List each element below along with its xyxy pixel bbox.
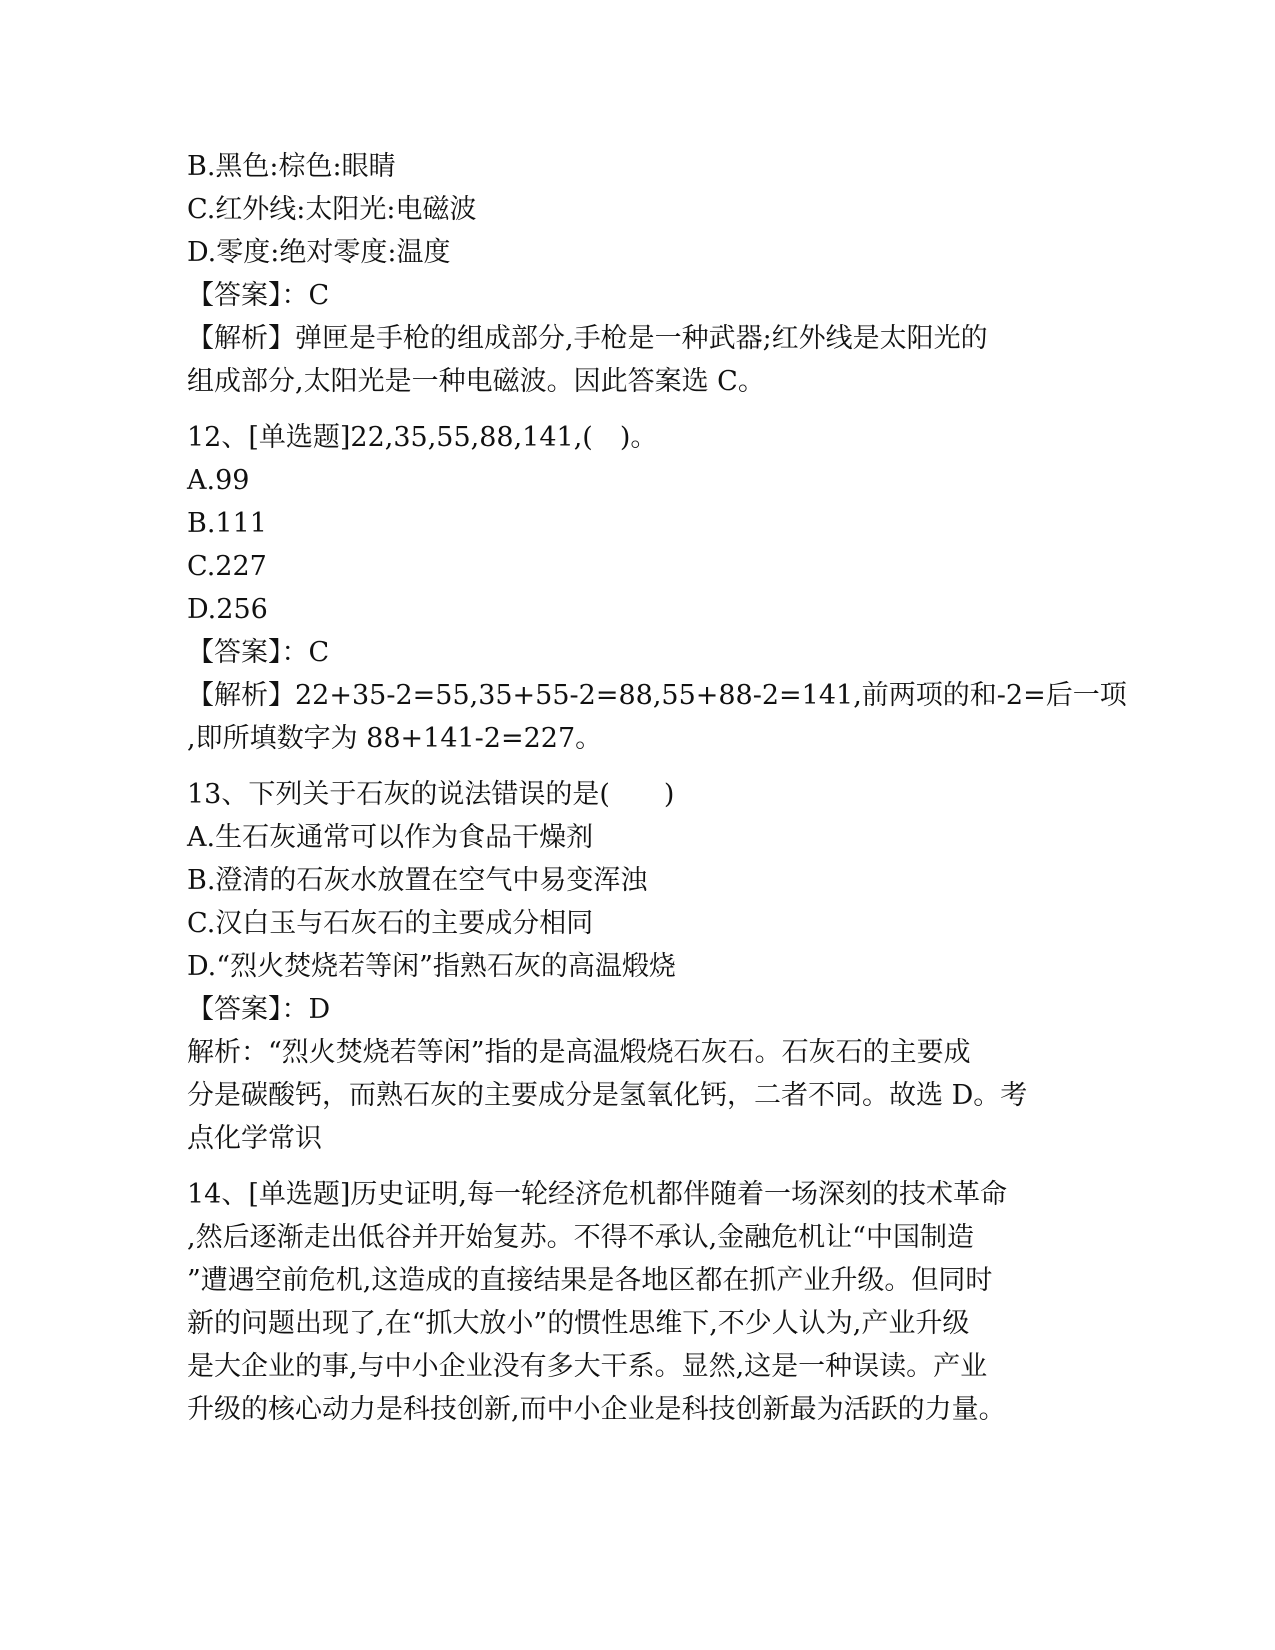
question-text-line: 升级的核心动力是科技创新,而中小企业是科技创新最为活跃的力量。 (187, 1394, 1006, 1425)
analysis-line: 点化学常识 (187, 1123, 322, 1154)
option-a: A.生石灰通常可以作为食品干燥剂 (187, 822, 594, 853)
option-c: C.汉白玉与石灰石的主要成分相同 (187, 908, 594, 939)
question-11-tail (187, 145, 1082, 403)
option-c: C.227 (187, 551, 267, 582)
question-13 (187, 773, 1082, 1160)
option-d: D.256 (187, 594, 268, 625)
spacer (187, 1160, 1082, 1173)
question-text-line: ,然后逐渐走出低谷并开始复苏。不得不承认,金融危机让“中国制造 (187, 1222, 974, 1253)
question-text-line: ”遭遇空前危机,这造成的直接结果是各地区都在抓产业升级。但同时 (187, 1265, 993, 1296)
question-14 (187, 1173, 1082, 1431)
option-b: B.黑色:棕色:眼睛 (187, 151, 396, 182)
analysis-line: 【解析】22+35-2=55,35+55-2=88,55+88-2=141,前两项的和-2=后一项 (187, 680, 1127, 711)
analysis-line: 组成部分,太阳光是一种电磁波。因此答案选 C。 (187, 366, 765, 397)
analysis-line: 【解析】弹匣是手枪的组成部分,手枪是一种武器;红外线是太阳光的 (187, 323, 988, 354)
document-content (187, 145, 1127, 1431)
option-a: A.99 (187, 465, 250, 496)
question-text-line: 新的问题出现了,在“抓大放小”的惯性思维下,不少人认为,产业升级 (187, 1308, 970, 1339)
option-c: C.红外线:太阳光:电磁波 (187, 194, 477, 225)
answer: 【答案】：D (187, 994, 331, 1025)
analysis-line: 分是碳酸钙，而熟石灰的主要成分是氢氧化钙，二者不同。故选 D。考 (187, 1080, 1028, 1111)
option-b: B.澄清的石灰水放置在空气中易变浑浊 (187, 865, 648, 896)
option-d: D.零度:绝对零度:温度 (187, 237, 451, 268)
question-text: 13、下列关于石灰的说法错误的是( ) (187, 779, 675, 810)
question-text-line: 14、[单选题]历史证明,每一轮经济危机都伴随着一场深刻的技术革命 (187, 1179, 1008, 1210)
answer: 【答案】：C (187, 637, 330, 668)
question-text: 12、[单选题]22,35,55,88,141,( )。 (187, 422, 658, 453)
spacer (187, 760, 1082, 773)
option-d: D.“烈火焚烧若等闲”指熟石灰的高温煅烧 (187, 951, 676, 982)
question-text-line: 是大企业的事,与中小企业没有多大干系。显然,这是一种误读。产业 (187, 1351, 988, 1382)
question-12 (187, 416, 1127, 760)
answer: 【答案】：C (187, 280, 330, 311)
analysis-line: 解析：“烈火焚烧若等闲”指的是高温煅烧石灰石。石灰石的主要成 (187, 1037, 971, 1068)
spacer (187, 403, 1082, 416)
option-b: B.111 (187, 508, 267, 539)
analysis-line: ,即所填数字为 88+141-2=227。 (187, 723, 603, 754)
